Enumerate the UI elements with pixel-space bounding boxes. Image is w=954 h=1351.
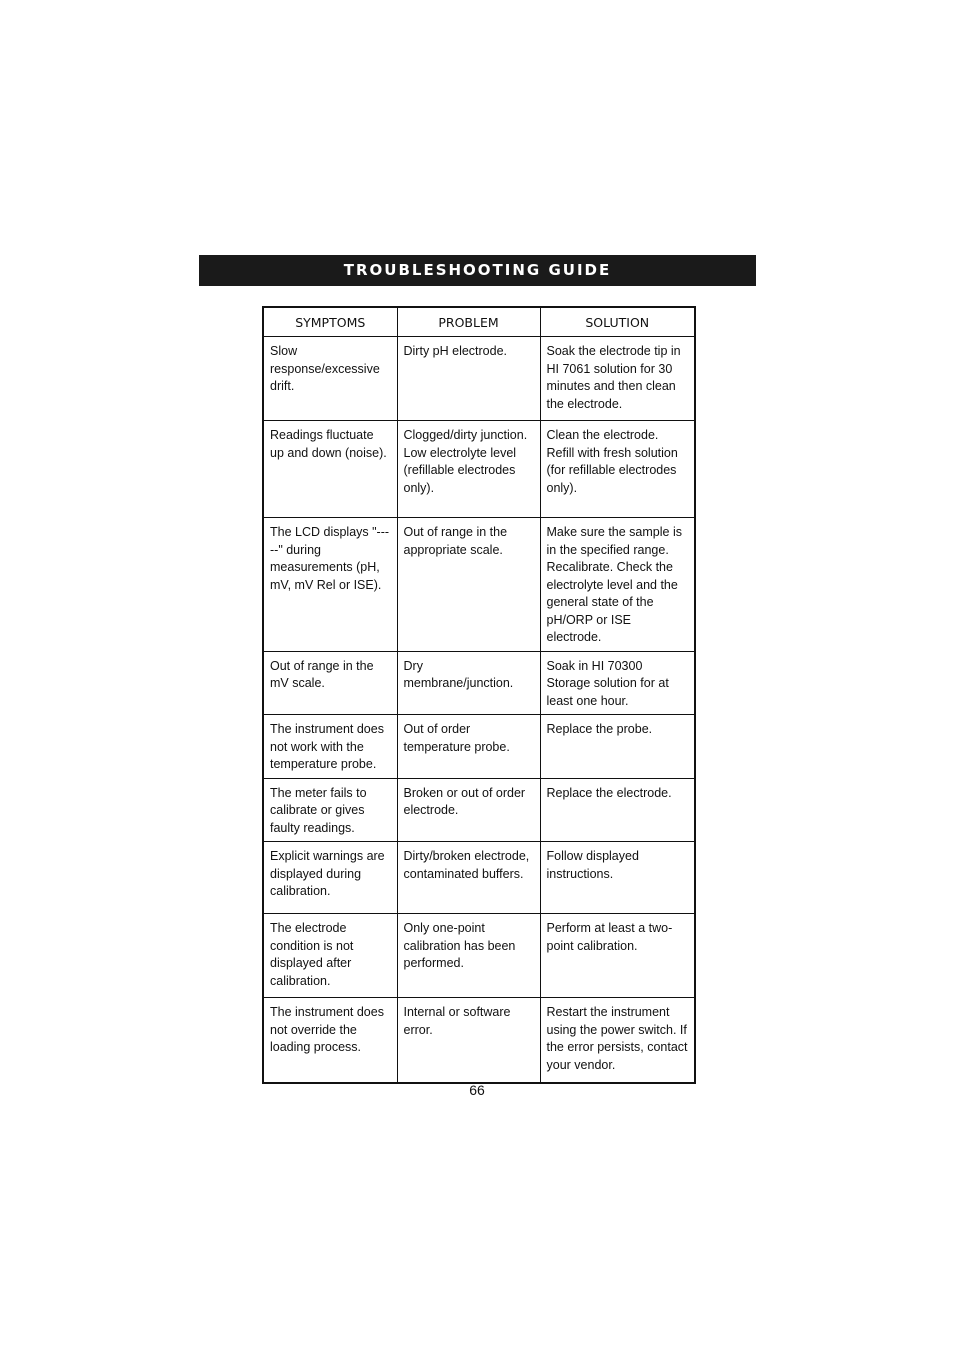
symptom-cell: Readings fluctuate up and down (noise).: [263, 421, 397, 518]
problem-cell: Only one-point calibration has been performed.: [397, 914, 540, 998]
page-number: 66: [469, 1082, 485, 1098]
symptom-cell: The LCD displays "-----" during measurements (pH, mV, mV Rel or ISE).: [263, 518, 397, 652]
solution-cell: Replace the electrode.: [540, 778, 695, 842]
solution-cell: Soak in HI 70300 Storage solution for at least one hour.: [540, 651, 695, 715]
problem-cell: Internal or software error.: [397, 998, 540, 1083]
symptom-cell: The electrode condition is not displayed after calibration.: [263, 914, 397, 998]
problem-cell: Dirty pH electrode.: [397, 337, 540, 421]
problem-cell: Out of range in the appropriate scale.: [397, 518, 540, 652]
table-row: [263, 651, 695, 715]
solution-cell: Clean the electrode. Refill with fresh solution (for refillable electrodes only).: [540, 421, 695, 518]
page-title: TROUBLESHOOTING GUIDE: [199, 255, 756, 286]
table-row: [263, 337, 695, 421]
problem-cell: Dirty/broken electrode, contaminated buffers.: [397, 842, 540, 914]
table-row: [263, 518, 695, 652]
solution-cell: Soak the electrode tip in HI 7061 solution for 30 minutes and then clean the electrode.: [540, 337, 695, 421]
symptom-cell: Out of range in the mV scale.: [263, 651, 397, 715]
table-row: [263, 421, 695, 518]
header-problem: PROBLEM: [397, 307, 540, 337]
problem-cell: Clogged/dirty junction. Low electrolyte level (refillable electrodes only).: [397, 421, 540, 518]
solution-cell: Restart the instrument using the power switch. If the error persists, contact your vendor.: [540, 998, 695, 1083]
table-row: [263, 842, 695, 914]
header-symptoms: SYMPTOMS: [263, 307, 397, 337]
problem-cell: Dry membrane/junction.: [397, 651, 540, 715]
table-row: [263, 715, 695, 779]
solution-cell: Replace the probe.: [540, 715, 695, 779]
symptom-cell: The instrument does not work with the temperature probe.: [263, 715, 397, 779]
symptom-cell: The instrument does not override the loading process.: [263, 998, 397, 1083]
troubleshooting-table: [262, 306, 696, 1084]
solution-cell: Make sure the sample is in the specified range. Recalibrate. Check the electrolyte level and the general state of the pH/ORP or ISE electrode.: [540, 518, 695, 652]
solution-cell: Perform at least a two-point calibration.: [540, 914, 695, 998]
table-row: [263, 998, 695, 1083]
symptom-cell: Slow response/excessive drift.: [263, 337, 397, 421]
symptom-cell: The meter fails to calibrate or gives faulty readings.: [263, 778, 397, 842]
symptom-cell: Explicit warnings are displayed during calibration.: [263, 842, 397, 914]
problem-cell: Out of order temperature probe.: [397, 715, 540, 779]
header-solution: SOLUTION: [540, 307, 695, 337]
table-row: [263, 914, 695, 998]
problem-cell: Broken or out of order electrode.: [397, 778, 540, 842]
table-row: [263, 778, 695, 842]
solution-cell: Follow displayed instructions.: [540, 842, 695, 914]
table-header-row: [263, 307, 695, 337]
